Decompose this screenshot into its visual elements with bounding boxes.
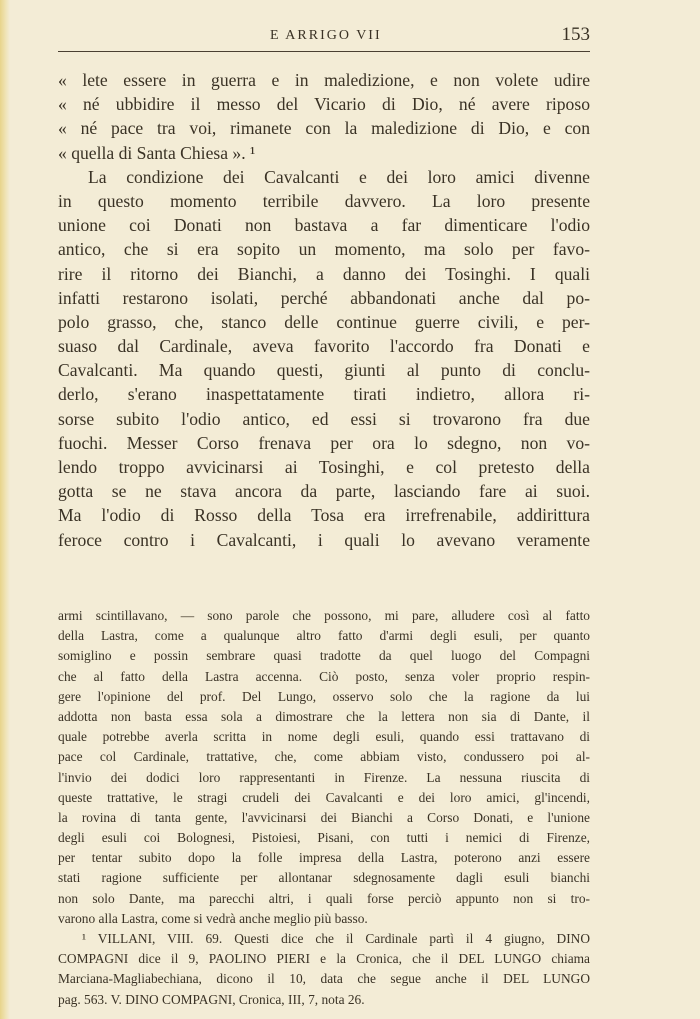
note-line: quale potrebbe averla scritta in nome degli esuli, quando essi trattavano di bbox=[58, 729, 590, 745]
body-line: Cavalcanti. Ma quando questi, giunti al punto di conclu- bbox=[58, 360, 590, 381]
body-line: suaso dal Cardinale, aveva favorito l'accordo fra Donati e bbox=[58, 336, 590, 357]
body-line: polo grasso, che, stanco delle continue guerre civili, e per- bbox=[58, 311, 590, 332]
body-line: « quella di Santa Chiesa ». ¹ bbox=[58, 142, 256, 163]
note-line: non solo Dante, ma parecchi altri, i quali forse perciò appunto non si tro- bbox=[58, 890, 590, 906]
body-line: « né pace tra voi, rimanete con la maledizione di Dio, e con bbox=[58, 118, 590, 139]
note-line: pace col Cardinale, trattative, che, come abbiam visto, condussero poi al- bbox=[58, 749, 590, 765]
body-line: La condizione dei Cavalcanti e dei loro amici divenne bbox=[88, 166, 590, 187]
body-line: in questo momento terribile davvero. La loro presente bbox=[58, 190, 590, 211]
note-line: della Lastra, come a qualunque altro fatto d'armi degli esuli, per quanto bbox=[58, 628, 590, 644]
body-line: « lete essere in guerra e in maledizione, e non volete udire bbox=[58, 70, 590, 90]
footnote-line: ¹ VILLANI, VIII. 69. Questi dice che il Cardinale partì il 4 giugno, DINO bbox=[82, 931, 590, 946]
note-line: che al fatto della Lastra accenna. Ciò posto, senza voler proprio respin- bbox=[58, 668, 590, 684]
body-line: derlo, s'erano inaspettatamente tirati indietro, allora ri- bbox=[58, 384, 590, 405]
body-line: « né ubbidire il messo del Vicario di Dio, né avere riposo bbox=[58, 94, 590, 115]
footnote-line: pag. 563. V. DINO COMPAGNI, Cronica, III, 7, nota 26. bbox=[58, 991, 365, 1007]
note-line: somiglino e possin sembrare quasi tradotte da quel luogo del Compagni bbox=[58, 648, 590, 664]
body-line: infatti restarono isolati, perché abbandonati anche dal po- bbox=[58, 287, 590, 308]
note-line: la rovina di tanta gente, l'avvicinarsi dei Bianchi a Corso Donati, e l'unione bbox=[58, 809, 590, 825]
footnotes bbox=[58, 606, 590, 1010]
note-line: varono alla Lastra, come si vedrà anche meglio più basso. bbox=[58, 910, 368, 926]
note-line: degli esuli coi Bolognesi, Pistoiesi, Pisani, con tutti i nemici di Firenze, bbox=[58, 830, 590, 846]
note-line: armi scintillavano, — sono parole che possono, mi pare, alludere così al fatto bbox=[58, 608, 590, 623]
body-line: sorse subito l'odio antico, ed essi si trovarono fra due bbox=[58, 408, 590, 429]
body-line: lendo troppo avvicinarsi ai Tosinghi, e col pretesto della bbox=[58, 457, 590, 477]
header-rule bbox=[58, 51, 590, 52]
page-header bbox=[58, 22, 590, 50]
body-line: fuochi. Messer Corso frenava per ora lo sdegno, non vo- bbox=[58, 432, 590, 453]
note-line: l'invio dei dodici loro rappresentanti in Firenze. La nessuna riuscita di bbox=[58, 769, 590, 785]
body-line: Ma l'odio di Rosso della Tosa era irrefrenabile, addirittura bbox=[58, 505, 590, 526]
running-title: E ARRIGO VII bbox=[270, 28, 382, 43]
body-line: feroce contro i Cavalcanti, i quali lo avevano veramente bbox=[58, 529, 590, 550]
body-line: antico, che si era sopito un momento, ma solo per favo- bbox=[58, 239, 590, 260]
note-line: per tentar subito dopo la folle impresa della Lastra, poterono anzi essere bbox=[58, 850, 590, 866]
main-text bbox=[58, 68, 590, 552]
note-line: gere l'opinione del prof. Del Lungo, osservo solo che la ragione da lui bbox=[58, 688, 590, 704]
note-line: queste trattative, le stragi crudeli dei Cavalcanti e dei loro amici, gl'incendi, bbox=[58, 789, 590, 805]
footnote-line: COMPAGNI dice il 9, PAOLINO PIERI e la Cronica, che il DEL LUNGO chiama bbox=[58, 951, 590, 967]
page-edge bbox=[0, 0, 10, 1019]
body-line: rire il ritorno dei Bianchi, a danno dei Tosinghi. I quali bbox=[58, 263, 590, 284]
page-number: 153 bbox=[561, 24, 590, 45]
note-line: addotta non basta essa sola a dimostrare che la lettera non sia di Dante, il bbox=[58, 708, 590, 724]
body-line: unione coi Donati non bastava a far dimenticare l'odio bbox=[58, 215, 590, 236]
body-line: gotta se ne stava ancora da parte, lasciando fare ai suoi. bbox=[58, 481, 590, 502]
note-line: stati ragione sufficiente per allontanar sdegnosamente dagli esuli bianchi bbox=[58, 870, 590, 886]
footnote-line: Marciana-Magliabechiana, dicono il 10, data che segue anche il DEL LUNGO bbox=[58, 971, 590, 987]
